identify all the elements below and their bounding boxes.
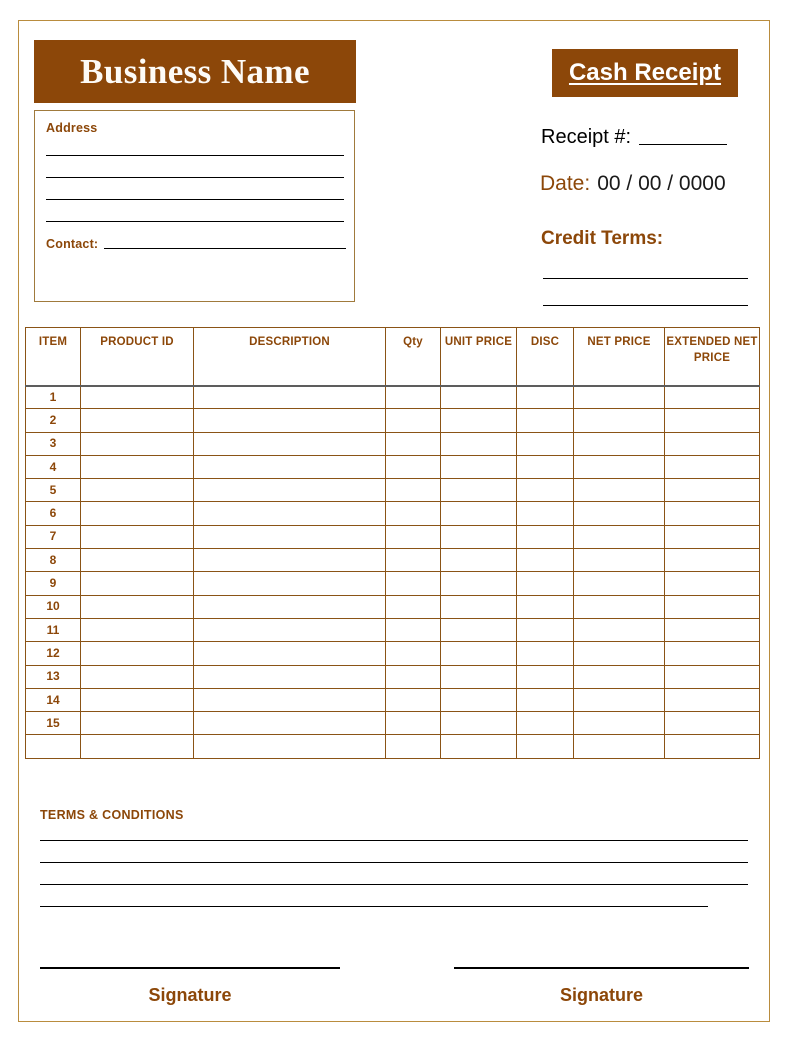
cell-product-id[interactable] <box>81 665 194 688</box>
cell-disc[interactable] <box>517 455 574 478</box>
cell-item-number <box>26 735 81 758</box>
cell-extended-net-price[interactable] <box>665 712 760 735</box>
document-title-text: Cash Receipt <box>568 59 722 86</box>
table-row <box>26 642 760 665</box>
cell-description[interactable] <box>194 618 386 641</box>
cell-disc[interactable] <box>517 386 574 409</box>
cell-net-price[interactable] <box>574 735 665 758</box>
cell-qty[interactable] <box>386 386 441 409</box>
cell-item-number: 15 <box>26 712 81 735</box>
table-row <box>26 665 760 688</box>
cell-description[interactable] <box>194 479 386 502</box>
column-header-description: DESCRIPTION <box>194 328 386 386</box>
cell-disc[interactable] <box>517 688 574 711</box>
cell-qty[interactable] <box>386 432 441 455</box>
cell-item-number: 14 <box>26 688 81 711</box>
cell-product-id[interactable] <box>81 549 194 572</box>
cell-description[interactable] <box>194 642 386 665</box>
table-row <box>26 572 760 595</box>
table-body <box>26 386 760 759</box>
table-row <box>26 595 760 618</box>
table-row <box>26 455 760 478</box>
cell-qty[interactable] <box>386 665 441 688</box>
address-write-line-2[interactable] <box>46 177 344 178</box>
cell-net-price[interactable] <box>574 409 665 432</box>
column-header-unit-price: UNIT PRICE <box>441 328 517 386</box>
cell-qty[interactable] <box>386 712 441 735</box>
signature-line-right[interactable] <box>454 967 749 969</box>
cell-qty[interactable] <box>386 642 441 665</box>
signature-label-left: Signature <box>148 985 232 1005</box>
table-row <box>26 386 760 409</box>
cell-item-number: 13 <box>26 665 81 688</box>
cell-disc[interactable] <box>517 549 574 572</box>
cell-description[interactable] <box>194 665 386 688</box>
contact-write-line[interactable] <box>104 248 346 249</box>
table-row <box>26 688 760 711</box>
cell-description[interactable] <box>194 735 386 758</box>
cell-product-id[interactable] <box>81 502 194 525</box>
table-row <box>26 735 760 758</box>
cell-qty[interactable] <box>386 479 441 502</box>
cell-extended-net-price[interactable] <box>665 432 760 455</box>
cell-unit-price[interactable] <box>441 665 517 688</box>
cell-disc[interactable] <box>517 479 574 502</box>
cell-product-id[interactable] <box>81 618 194 641</box>
cell-product-id[interactable] <box>81 432 194 455</box>
cell-description[interactable] <box>194 502 386 525</box>
cell-disc[interactable] <box>517 502 574 525</box>
cell-net-price[interactable] <box>574 712 665 735</box>
cell-item-number: 9 <box>26 572 81 595</box>
cell-extended-net-price[interactable] <box>665 735 760 758</box>
cell-extended-net-price[interactable] <box>665 642 760 665</box>
business-name-banner <box>34 40 356 103</box>
cell-product-id[interactable] <box>81 386 194 409</box>
date-label: Date: <box>540 172 591 195</box>
receipt-number-write-line[interactable] <box>639 144 727 145</box>
cell-qty[interactable] <box>386 595 441 618</box>
terms-write-line-4[interactable] <box>40 906 708 907</box>
cell-net-price[interactable] <box>574 665 665 688</box>
cell-disc[interactable] <box>517 525 574 548</box>
credit-terms-write-line-2[interactable] <box>543 305 748 306</box>
date-row <box>540 172 726 196</box>
cell-net-price[interactable] <box>574 642 665 665</box>
cell-description[interactable] <box>194 386 386 409</box>
receipt-number-label: Receipt #: <box>541 126 632 148</box>
table-row <box>26 525 760 548</box>
cell-product-id[interactable] <box>81 642 194 665</box>
cell-unit-price[interactable] <box>441 432 517 455</box>
table-row <box>26 502 760 525</box>
cell-disc[interactable] <box>517 642 574 665</box>
cell-net-price[interactable] <box>574 688 665 711</box>
cell-description[interactable] <box>194 549 386 572</box>
column-header-net-price: NET PRICE <box>574 328 665 386</box>
cell-disc[interactable] <box>517 618 574 641</box>
cell-description[interactable] <box>194 409 386 432</box>
cell-qty[interactable] <box>386 735 441 758</box>
cell-disc[interactable] <box>517 712 574 735</box>
document-title-banner <box>552 49 738 97</box>
credit-terms-label: Credit Terms: <box>541 228 664 249</box>
cell-qty[interactable] <box>386 502 441 525</box>
cell-item-number: 7 <box>26 525 81 548</box>
cell-disc[interactable] <box>517 409 574 432</box>
cell-extended-net-price[interactable] <box>665 409 760 432</box>
cell-unit-price[interactable] <box>441 455 517 478</box>
cell-product-id[interactable] <box>81 409 194 432</box>
cell-qty[interactable] <box>386 572 441 595</box>
cell-net-price[interactable] <box>574 595 665 618</box>
cell-disc[interactable] <box>517 665 574 688</box>
cell-net-price[interactable] <box>574 386 665 409</box>
terms-and-conditions-title: TERMS & CONDITIONS <box>40 808 184 822</box>
cell-qty[interactable] <box>386 409 441 432</box>
cell-product-id[interactable] <box>81 595 194 618</box>
cell-qty[interactable] <box>386 525 441 548</box>
cell-net-price[interactable] <box>574 618 665 641</box>
cell-unit-price[interactable] <box>441 409 517 432</box>
cell-unit-price[interactable] <box>441 572 517 595</box>
cell-item-number: 6 <box>26 502 81 525</box>
column-header-item: ITEM <box>26 328 81 386</box>
cell-net-price[interactable] <box>574 502 665 525</box>
terms-write-line-1[interactable] <box>40 840 748 841</box>
cell-item-number: 10 <box>26 595 81 618</box>
cell-extended-net-price[interactable] <box>665 688 760 711</box>
cell-unit-price[interactable] <box>441 618 517 641</box>
cell-description[interactable] <box>194 455 386 478</box>
cell-qty[interactable] <box>386 549 441 572</box>
cell-extended-net-price[interactable] <box>665 502 760 525</box>
cell-qty[interactable] <box>386 688 441 711</box>
cell-item-number: 5 <box>26 479 81 502</box>
cell-item-number: 2 <box>26 409 81 432</box>
table-row <box>26 712 760 735</box>
cell-item-number: 12 <box>26 642 81 665</box>
cell-description[interactable] <box>194 525 386 548</box>
cell-qty[interactable] <box>386 455 441 478</box>
cell-qty[interactable] <box>386 618 441 641</box>
table-row <box>26 479 760 502</box>
cell-disc[interactable] <box>517 595 574 618</box>
cell-product-id[interactable] <box>81 479 194 502</box>
cell-net-price[interactable] <box>574 432 665 455</box>
cell-unit-price[interactable] <box>441 712 517 735</box>
contact-label: Contact: <box>46 237 99 251</box>
column-header-product-id: PRODUCT ID <box>81 328 194 386</box>
cell-product-id[interactable] <box>81 735 194 758</box>
cell-description[interactable] <box>194 688 386 711</box>
table-row <box>26 618 760 641</box>
address-write-line-3[interactable] <box>46 199 344 200</box>
cell-unit-price[interactable] <box>441 735 517 758</box>
table-header-row <box>26 328 760 386</box>
cell-unit-price[interactable] <box>441 386 517 409</box>
column-header-qty: Qty <box>386 328 441 386</box>
cell-description[interactable] <box>194 432 386 455</box>
cell-product-id[interactable] <box>81 688 194 711</box>
cell-item-number: 11 <box>26 618 81 641</box>
contact-row <box>46 237 346 251</box>
cell-net-price[interactable] <box>574 455 665 478</box>
cell-net-price[interactable] <box>574 525 665 548</box>
cell-unit-price[interactable] <box>441 688 517 711</box>
date-value[interactable]: 00 / 00 / 0000 <box>597 172 726 195</box>
signature-line-left[interactable] <box>40 967 340 969</box>
signature-label-right: Signature <box>559 985 643 1005</box>
cell-extended-net-price[interactable] <box>665 479 760 502</box>
cell-extended-net-price[interactable] <box>665 386 760 409</box>
cell-net-price[interactable] <box>574 549 665 572</box>
cell-item-number: 8 <box>26 549 81 572</box>
column-header-disc: DISC <box>517 328 574 386</box>
cell-description[interactable] <box>194 572 386 595</box>
cell-unit-price[interactable] <box>441 502 517 525</box>
business-name-text: Business Name <box>80 52 310 91</box>
table-row <box>26 432 760 455</box>
receipt-number-row <box>541 126 727 149</box>
cell-item-number: 3 <box>26 432 81 455</box>
cell-unit-price[interactable] <box>441 595 517 618</box>
table-row <box>26 409 760 432</box>
cell-extended-net-price[interactable] <box>665 595 760 618</box>
cell-item-number: 4 <box>26 455 81 478</box>
cell-product-id[interactable] <box>81 712 194 735</box>
column-header-extended-net-price: EXTENDED NET PRICE <box>665 328 760 386</box>
credit-terms-write-line-1[interactable] <box>543 278 748 279</box>
terms-write-line-2[interactable] <box>40 862 748 863</box>
cell-extended-net-price[interactable] <box>665 525 760 548</box>
address-box <box>34 110 355 302</box>
address-label: Address <box>46 121 98 135</box>
cell-product-id[interactable] <box>81 572 194 595</box>
line-items-table <box>25 327 760 759</box>
cell-unit-price[interactable] <box>441 549 517 572</box>
cell-extended-net-price[interactable] <box>665 549 760 572</box>
cell-disc[interactable] <box>517 572 574 595</box>
cell-item-number: 1 <box>26 386 81 409</box>
address-write-line-4[interactable] <box>46 221 344 222</box>
cell-unit-price[interactable] <box>441 525 517 548</box>
cell-disc[interactable] <box>517 735 574 758</box>
cell-unit-price[interactable] <box>441 642 517 665</box>
cell-product-id[interactable] <box>81 525 194 548</box>
cell-net-price[interactable] <box>574 479 665 502</box>
cell-extended-net-price[interactable] <box>665 572 760 595</box>
cell-unit-price[interactable] <box>441 479 517 502</box>
cell-net-price[interactable] <box>574 572 665 595</box>
table-row <box>26 549 760 572</box>
cell-disc[interactable] <box>517 432 574 455</box>
address-write-line-1[interactable] <box>46 155 344 156</box>
cell-extended-net-price[interactable] <box>665 665 760 688</box>
cell-product-id[interactable] <box>81 455 194 478</box>
terms-write-line-3[interactable] <box>40 884 748 885</box>
cell-description[interactable] <box>194 712 386 735</box>
cell-description[interactable] <box>194 595 386 618</box>
cell-extended-net-price[interactable] <box>665 618 760 641</box>
cell-extended-net-price[interactable] <box>665 455 760 478</box>
